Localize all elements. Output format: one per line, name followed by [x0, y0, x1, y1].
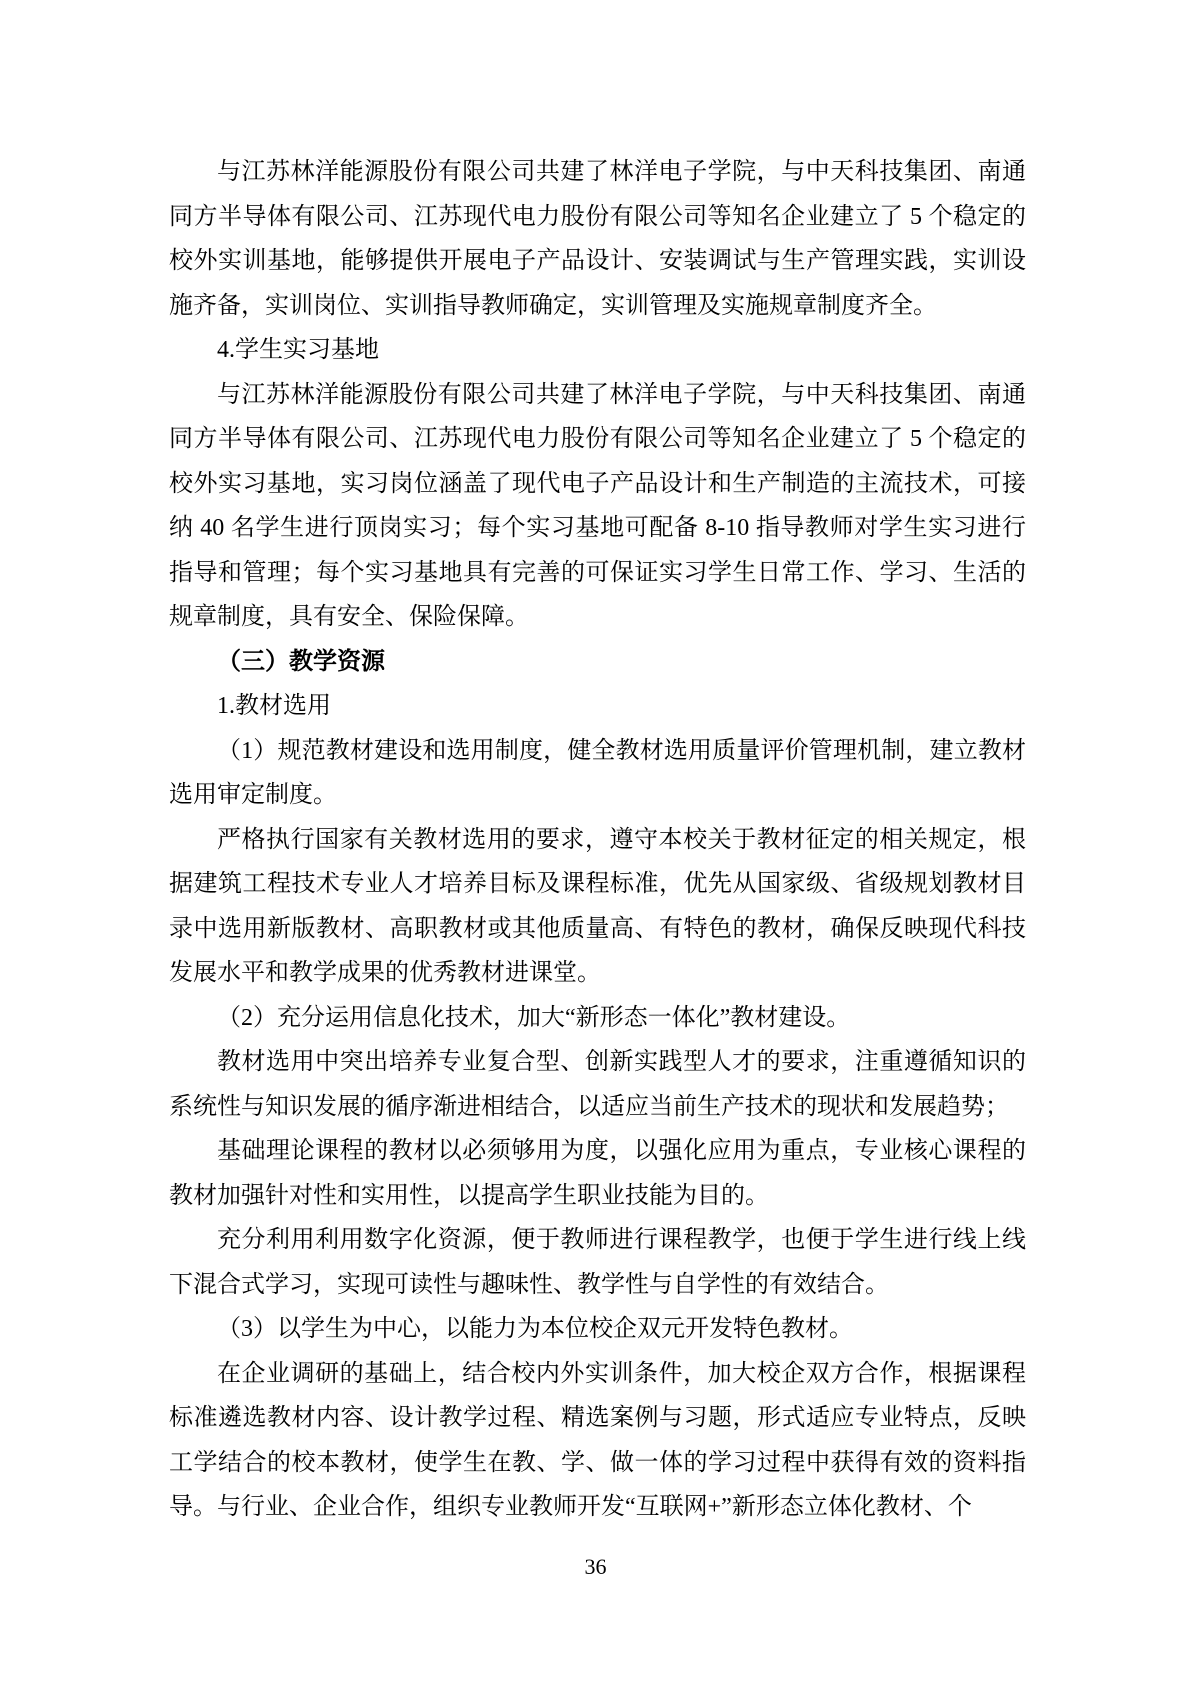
paragraph-digital-resources: 充分利用利用数字化资源，便于教师进行课程教学，也便于学生进行线上线下混合式学习，实现可读性与趣味性、教学性与自学性的有效结合。 [169, 1227, 1026, 1298]
page-body-text [169, 150, 1026, 1530]
paragraph-campus-training-bases: 与江苏林洋能源股份有限公司共建了林洋电子学院，与中天科技集团、南通同方半导体有限公司、江苏现代电力股份有限公司等知名企业建立了 5 个稳定的校外实训基地，能够提供开展电子产品设计、安装调试与生产管理实践，实训设施齐备，实训岗位、实训指导教师确定，实训管理及实施规章制度齐全。 [169, 159, 1026, 319]
paragraph-item-3-student-centered: （3）以学生为中心，以能力为本位校企双元开发特色教材。 [217, 1316, 853, 1342]
paragraph-enterprise-research: 在企业调研的基础上，结合校内外实训条件，加大校企双方合作，根据课程标准遴选教材内容、设计教学过程、精选案例与习题，形式适应专业特点，反映工学结合的校本教材，使学生在教、学、做一体的学习过程中获得有效的资料指导。与行业、企业合作，组织专业教师开发“互联网+”新形态立体化教材、个 [169, 1360, 1026, 1520]
page-number: 36 [584, 1554, 607, 1579]
section-heading-teaching-resources: （三）教学资源 [217, 648, 385, 675]
paragraph-item-1-textbook-system: （1）规范教材建设和选用制度，健全教材选用质量评价管理机制，建立教材选用审定制度。 [169, 737, 1026, 808]
paragraph-talent-requirements: 教材选用中突出培养专业复合型、创新实践型人才的要求，注重遵循知识的系统性与知识发展的循序渐进相结合，以适应当前生产技术的现状和发展趋势； [169, 1049, 1026, 1120]
paragraph-heading-textbook-selection: 1.教材选用 [217, 693, 331, 719]
paragraph-heading-student-internship-base: 4.学生实习基地 [217, 337, 379, 363]
paragraph-textbook-selection-requirements: 严格执行国家有关教材选用的要求，遵守本校关于教材征定的相关规定，根据建筑工程技术专业人才培养目标及课程标准，优先从国家级、省级规划教材目录中选用新版教材、高职教材或其他质量高、有特色的教材，确保反映现代科技发展水平和教学成果的优秀教材进课堂。 [169, 826, 1026, 986]
paragraph-basic-theory-textbooks: 基础理论课程的教材以必须够用为度，以强化应用为重点，专业核心课程的教材加强针对性和实用性，以提高学生职业技能为目的。 [169, 1138, 1026, 1209]
paragraph-item-2-informatization: （2）充分运用信息化技术，加大“新形态一体化”教材建设。 [217, 1004, 851, 1031]
paragraph-internship-base-detail: 与江苏林洋能源股份有限公司共建了林洋电子学院，与中天科技集团、南通同方半导体有限公司、江苏现代电力股份有限公司等知名企业建立了 5 个稳定的校外实习基地，实习岗位涵盖了现代电子产品设计和生产制造的主流技术，可接纳 40 名学生进行顶岗实习；每个实习基地可配备 8-10 指导教师对学生实习进行指导和管理；每个实习基地具有完善的可保证实习学生日常工作、学习、生活的规章制度，具有安全、保险保障。 [169, 381, 1026, 630]
